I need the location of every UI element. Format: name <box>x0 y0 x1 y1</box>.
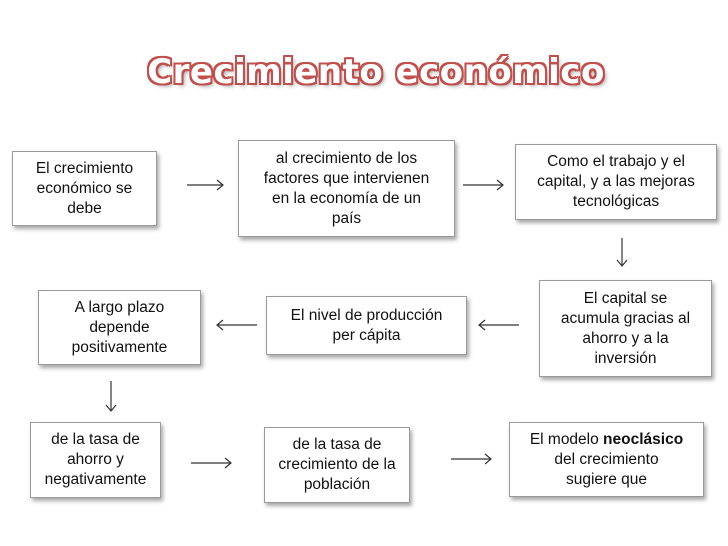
arrow-down-1 <box>615 237 629 269</box>
arrow-right-2 <box>462 178 506 192</box>
box-trabajo-capital: Como el trabajo y el capital, y a las mejoras tecnológicas <box>515 144 717 220</box>
arrow-down-2 <box>104 380 118 414</box>
box-largo-plazo: A largo plazo depende positivamente <box>38 290 201 365</box>
box-crecimiento-se-debe: El crecimiento económico se debe <box>12 151 157 226</box>
box-tasa-poblacion: de la tasa de crecimiento de la población <box>264 427 410 503</box>
arrow-left-2 <box>214 318 258 332</box>
box-modelo-neoclasico-text: El modelo neoclásico del crecimiento sugiere que <box>529 430 684 488</box>
diagram-title: Crecimiento económico <box>147 52 605 92</box>
box-modelo-neoclasico <box>509 422 704 497</box>
box-tasa-ahorro: de la tasa de ahorro y negativamente <box>30 422 161 498</box>
arrow-left-1 <box>476 318 520 332</box>
arrow-right-4 <box>450 452 494 466</box>
box-factores: al crecimiento de los factores que intervienen en la economía de un país <box>238 140 455 237</box>
arrow-right-3 <box>190 456 234 470</box>
box-nivel-produccion: El nivel de producción per cápita <box>266 296 467 355</box>
arrow-right-1 <box>186 178 226 192</box>
box-capital-acumula: El capital se acumula gracias al ahorro y a la inversión <box>539 280 712 377</box>
